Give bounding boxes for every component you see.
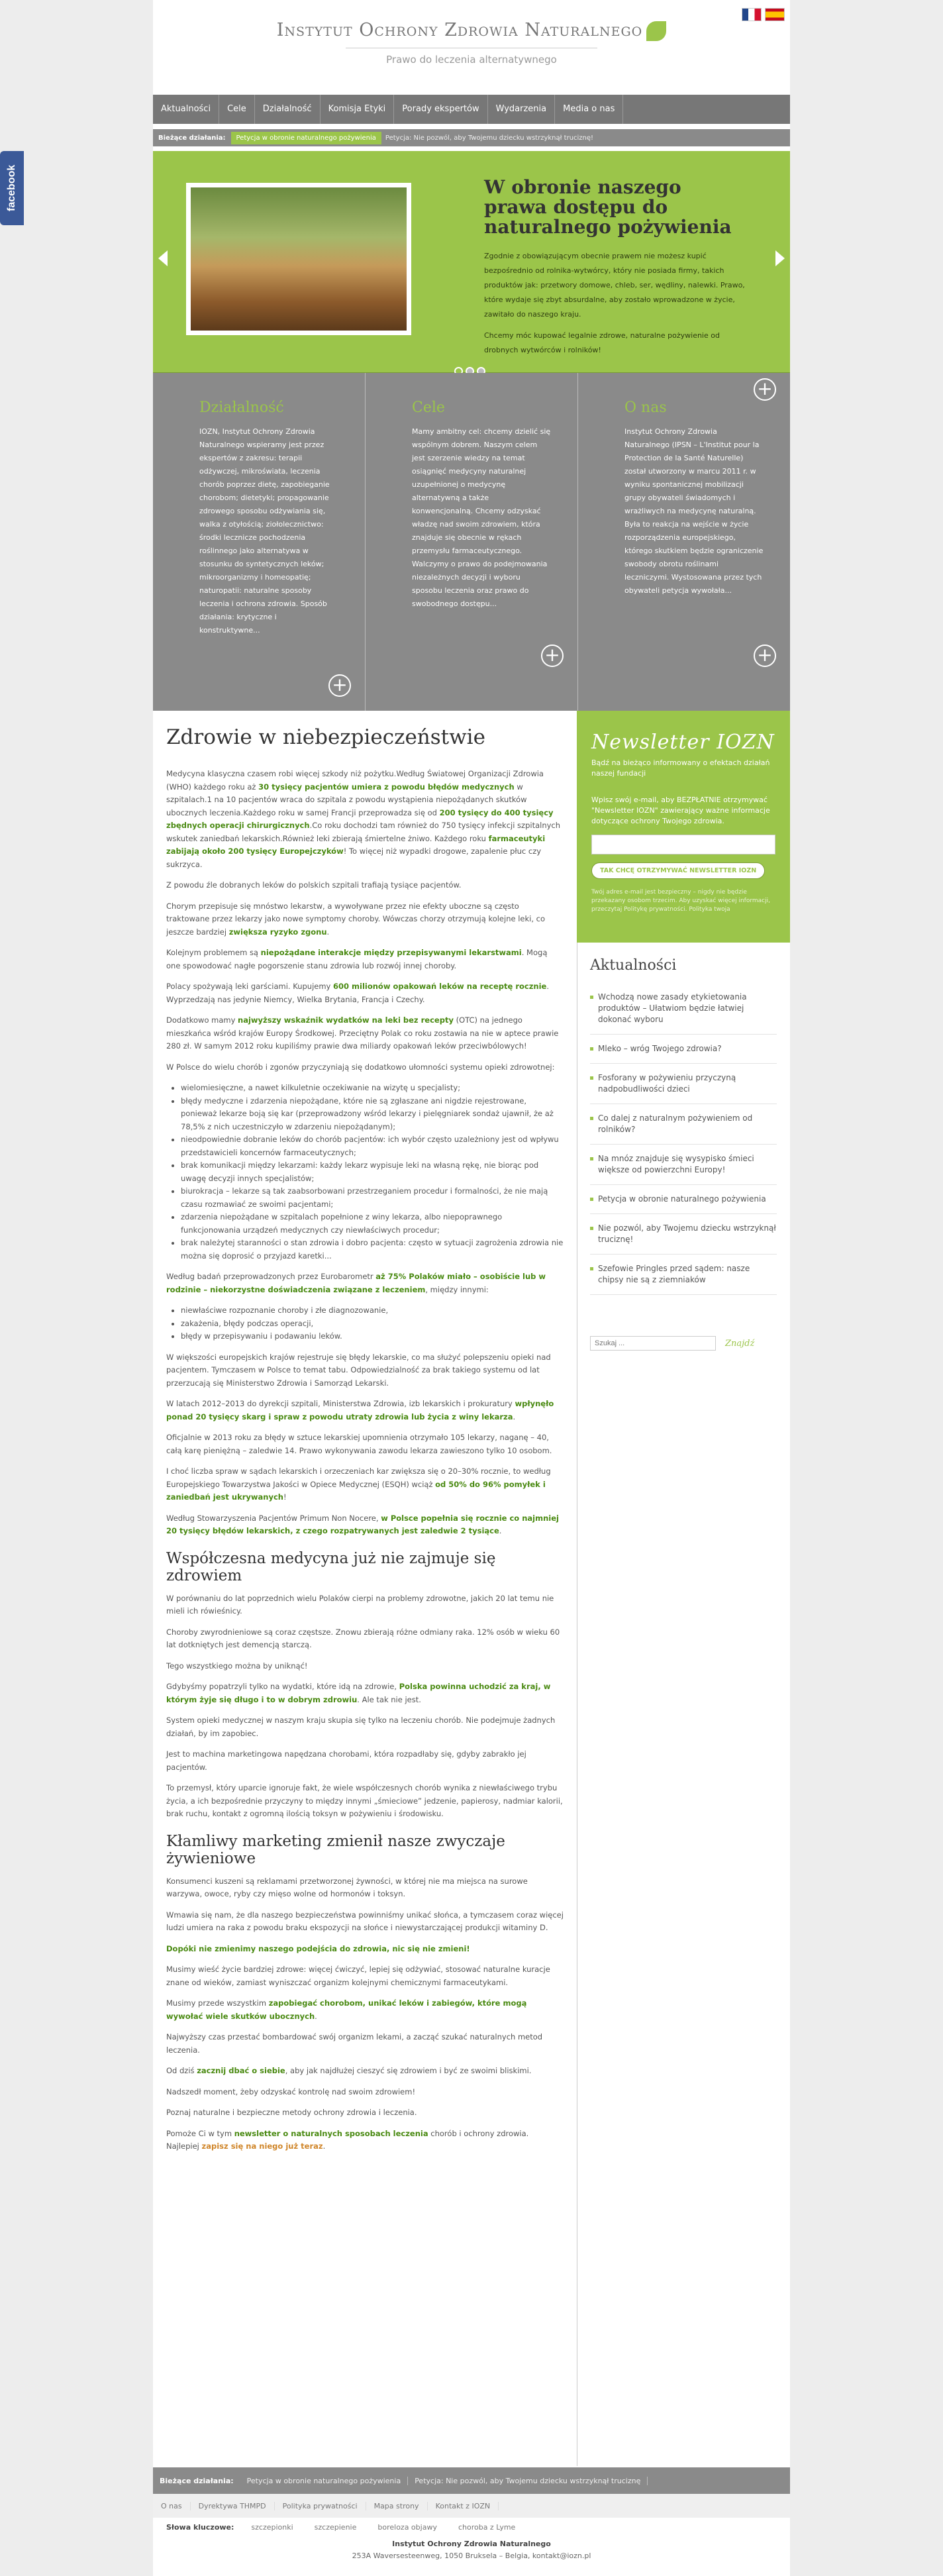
article-paragraph: Według badań przeprowadzonych przez Eurobarometr aż 75% Polaków miało – osobiście lub w rodzinie – niekorzystne doświadczenia związane z leczeniem, między innymi: [166,1272,546,1294]
footer-link[interactable]: O nas [153,2502,191,2510]
article-paragraph: Dopóki nie zmienimy naszego podejścia do zdrowia, nic się nie zmieni! [166,1943,470,1953]
newsletter-lead: Bądź na bieżąco informowany o efektach działań naszej fundacji [591,758,770,778]
article-paragraph: W porównaniu do lat poprzednich wielu Polaków cierpi na problemy zdrowotne, jakich 20 lat temu nie mieli ich rówieśnicy. [166,1593,554,1616]
column-cele [366,373,578,711]
article-paragraph: Polacy spożywają leki garściami. Kupujemy 600 milionów opakowań leków na receptę rocznie. Wyprzedzają nas jedynie Niemcy, Wielka Brytania, Francja i Czechy. [166,982,550,1004]
article-paragraph: Musimy przede wszystkim zapobiegać chorobom, unikać leków i zabiegów, które mogą wywołać wiele skutków ubocznych. [166,1998,527,2021]
article-paragraph: Musimy wieść życie bardziej zdrowe: więcej ćwiczyć, lepiej się odżywiać, stosować naturalne kuracje znane od wieków, zamiast wyniszczać organizm kolejnymi chemicznymi farmaceutykami. [166,1965,550,1987]
footer-org: Instytut Ochrony Zdrowia Naturalnego [392,2540,551,2548]
footer-actions-label: Bieżące działania: [160,2476,234,2485]
article-paragraph: Chorym przepisuje się mnóstwo lekarstw, a wywoływane przez nie efekty uboczne są często traktowane przez lekarzy jako nowe symptomy choroby. Wówczas chorzy otrzymują kolejne leki, co jeszcze bardziej zwiększa ryzyko zgonu. [166,901,546,937]
site-title: Instytut Ochrony Zdrowia Naturalnego [276,20,643,40]
news-item[interactable]: Wchodzą nowe zasady etykietowania produktów – Ułatwiom będzie łatwiej dokonać wyboru [590,983,777,1035]
slider-next-icon[interactable] [775,250,785,266]
footer-address-text: 253A Waversesteenweg, 1050 Bruksela – Belgia, kontakt@iozn.pl [352,2551,591,2560]
footer-link[interactable]: Polityka prywatności [275,2502,366,2510]
footer-link[interactable]: Dyrektywa THMPD [191,2502,275,2510]
column-title[interactable]: Działalność [199,399,284,416]
keyword-link[interactable]: szczepienie [314,2522,357,2532]
news-item[interactable]: Szefowie Pringles przed sądem: nasze chipsy nie są z ziemniaków [590,1255,777,1295]
list-item: • brak należytej staranności o stan zdrowia i dobro pacjenta: często w sytuacji zagrożenia zdrowia nie można się doprosić o przyjazd karetki... [181,1237,564,1262]
plus-icon[interactable]: + [754,644,776,667]
leaf-icon [646,21,666,41]
slide-paragraph: Zgodnie z obowiązującym obecnie prawem nie możesz kupić bezpośrednio od rolnika-wytwórcy, który nie posiada firmy, takich produktów jak: przetwory domowe, chleb, ser, wędliny, nalewki. Prawo, które wydaje się zbyt absurdalne, aby zostało wprowadzone w życie, zawitało do naszego kraju. [484,252,745,319]
news-box [577,943,790,1310]
news-item[interactable]: Co dalej z naturalnym pożywieniem od rolników? [590,1104,777,1145]
article-paragraph: Od dziś zacznij dbać o siebie, aby jak najdłużej cieszyć się zdrowiem i być ze swoimi bliskimi. [166,2066,532,2075]
current-action-link[interactable]: Petycja: Nie pozwól, aby Twojemu dziecku wstrzyknął truciznę! [385,134,594,142]
article-paragraph: Poznaj naturalne i bezpieczne metody ochrony zdrowia i leczenia. [166,2108,417,2117]
article-paragraph: System opieki medycznej w naszym kraju skupia się tylko na leczeniu chorób. Nie podejmuje żadnych działań, by im zapobiec. [166,1716,556,1738]
newsletter-box [577,711,790,943]
footer-keywords [153,2519,790,2535]
list-item: • brak komunikacji między lekarzami: każdy lekarz wypisuje leki na własną rękę, nie biorąc pod uwagę decyzji innych specjalistów; [181,1159,564,1185]
keyword-link[interactable]: boreloza objawy [377,2522,437,2532]
slide-title[interactable]: W obronie naszego prawa dostępu do naturalnego pożywienia [484,176,732,238]
facebook-label: facebook [6,164,17,212]
article-paragraph: Oficjalnie w 2013 roku za błędy w sztuce lekarskiej upomnienia otrzymało 105 lekarzy, naganę – 40, całą karę pieniężną – zaledwie 14. Prawo wykonywania zawodu lekarza zawieszono tylko 10 osobom. [166,1433,552,1455]
article-paragraph: Według Stowarzyszenia Pacjentów Primum Non Nocere, w Polsce popełnia się rocznie co najmniej 20 tysięcy błędów lekarskich, z czego rozpatrywanych jest zaledwie 2 tysiące. [166,1513,559,1535]
column-title[interactable]: O nas [624,399,667,416]
news-list [590,983,777,1295]
flag-spain-icon[interactable] [765,8,785,21]
newsletter-title: Newsletter IOZN [591,731,775,754]
nav-komisja-etyki[interactable]: Komisja Etyki [321,95,395,124]
keywords-label: Słowa kluczowe: [166,2522,234,2532]
main-article [166,725,564,2161]
newsletter-privacy-note: Twój adres e-mail jest bezpieczny – nigdy nie będzie przekazany osobom trzecim. Aby uzyskać więcej informacji, przeczytaj Politykę prywatności. Polityka twoja [591,889,770,913]
footer-link[interactable]: Mapa strony [366,2502,428,2510]
nav-porady-ekspertow[interactable]: Porady ekspertów [394,95,487,124]
facebook-tab[interactable] [0,151,24,225]
list-item: • zdarzenia niepożądane w szpitalach popełnione z winy lekarza, albo niepoprawnego funkcjonowania urządzeń medycznych czy niewłaściwych procedur; [181,1211,564,1237]
nav-aktualnosci[interactable]: Aktualności [153,95,219,124]
article-paragraph: W latach 2012–2013 do dyrekcji szpitali, Ministerstwa Zdrowia, izb lekarskich i prokuratury wpłynęło ponad 20 tysięcy skarg i spraw z powodu utraty zdrowia lub życia z winy lekarza. [166,1399,554,1421]
plus-icon[interactable]: + [541,644,564,667]
current-actions-bar [153,129,790,146]
current-actions-label: Bieżące działania: [158,134,226,142]
newsletter-submit-button[interactable]: TAK CHCĘ OTRZYMYWAĆ NEWSLETTER IOZN [591,862,765,879]
article-paragraph: Najwyższy czas przestać bombardować swój organizm lekami, a zacząć szukać naturalnych metod leczenia. [166,2032,543,2055]
current-action-link[interactable]: Petycja w obronie naturalnego pożywienia [231,132,381,144]
page-wrapper [153,0,790,2576]
article-paragraph: W większości europejskich krajów rejestruje się błędy lekarskie, co ma służyć polepszeniu opieki nad pacjentem. Tymczasem w Polsce to temat tabu. Odpowiedzialność za brak takiego systemu od lat przerzucają się Ministerstwo Zdrowia i Samorząd Lekarski. [166,1352,551,1388]
search-form [590,1336,777,1351]
footer-actions-bar [153,2467,790,2494]
footer-link[interactable]: Kontakt z IOZN [428,2502,499,2510]
info-columns [153,373,790,711]
article-paragraph: Konsumenci kuszeni są reklamami przetworzonej żywności, w której nie ma miejsca na surowe warzywa, owoce, ryby czy mięso wolne od hormonów i toksyn. [166,1876,528,1898]
article-paragraph: Medycyna klasyczna czasem robi więcej szkody niż pożytku.Według Światowej Organizacji Zdrowia (WHO) każdego roku aż 30 tysięcy pacjentów umiera z powodu błędów medycznych w szpitalach.1 na 10 pacjentów wraca do szpitala z powodu wystąpienia niepożądanych skutków ubocznych leczenia.Każdego roku w samej Francji przeprowadza się od 200 tysięcy do 400 tysięcy zbędnych operacji chirurgicznych.Co roku dochodzi tam również do 750 tysięcy infekcji szpitalnych wskutek zaniedbań lekarskich.Również leki zbierają śmiertelne żniwo. Każdego roku farmaceutyki zabijają około 200 tysięcy Europejczyków! To więcej niż wypadki drogowe, zapalenie płuc czy sukrzyca. [166,769,561,869]
article-paragraph: I choć liczba spraw w sądach lekarskich i orzeczeniach kar zwiększa się o 20–30% rocznie, to według Europejskiego Towarzystwa Jakości w Opiece Medycznej (ESQH) wciąż od 50% do 96% pomyłek i zaniedbań jest ukrywanych! [166,1467,551,1502]
keyword-link[interactable]: szczepionki [251,2522,293,2532]
site-subtitle: Prawo do leczenia alternatywnego [386,53,557,66]
newsletter-text: Wpisz swój e-mail, aby BEZPŁATNIE otrzymywać "Newsletter IOZN" zawierający ważne informacje dotyczące ochrony Twojego zdrowia. [591,796,770,825]
column-text: Instytut Ochrony Zdrowia Naturalnego (IPSN – L'Institut pour la Protection de la Santé Naturelle) został utworzony w marcu 2011 r. w wyniku spontanicznej mobilizacji grupy obywateli świadomych i wrażliwych na medycynę naturalną. Była to reakcja na wejście w życie rozporządzenia europejskiego, którego skutkiem będzie ograniczenie swobody obrotu roślinami leczniczymi. Wystosowana przez tych obywateli petycja wywołała... [624,427,764,595]
experiences-list [181,1304,564,1343]
search-input[interactable] [590,1336,716,1351]
column-title[interactable]: Cele [412,399,445,416]
list-item: • zakażenia, błędy podczas operacji, [181,1317,564,1331]
footer-links [153,2494,790,2518]
footer-action-link[interactable]: Petycja: Nie pozwól, aby Twojemu dziecku wstrzyknął truciznę [408,2477,648,2485]
slide-image [186,183,411,335]
article-paragraph: To przemysł, który uparcie ignoruje fakt, że wiele współczesnych chorób wynika z niewłaściwego trybu życia, a ich bezpośrednie przyczyny to między innymi „śmieciowe” jedzenie, papierosy, nadmiar kalorii, brak ruchu, kontakt z ogromną ilością toksyn w pożywieniu i środowisku. [166,1783,563,1818]
slide-text [484,249,756,364]
article-paragraph: Jest to machina marketingowa napędzana chorobami, która rozpadłaby się, gdyby zabrakło jej pacjentów. [166,1749,526,1772]
news-item[interactable]: Mleko – wróg Twojego zdrowia? [590,1035,777,1064]
nav-cele[interactable]: Cele [219,95,255,124]
problems-list [181,1082,564,1262]
site-logo[interactable] [153,20,790,66]
slide-paragraph: Chcemy móc kupować legalnie zdrowe, naturalne pożywienie od drobnych wytwórców i rolników! [484,331,720,354]
news-item[interactable]: Petycja w obronie naturalnego pożywienia [590,1185,777,1214]
language-switcher [742,8,785,21]
sidebar [577,711,790,1377]
article-paragraph: Kolejnym problemem są niepożądane interakcje między przepisywanymi lekarstwami. Mogą one spowodować nagłe pogorszenie stanu zdrowia lub rozwój innej choroby. [166,948,548,970]
search-button[interactable]: Znajdź [725,1338,755,1349]
article-paragraph: Tego wszystkiego można by uniknąć! [166,1661,308,1671]
news-item[interactable]: Na mnóz znajduje się wysypisko śmieci większe od powierzchni Europy! [590,1145,777,1185]
news-item[interactable]: Nie pozwól, aby Twojemu dziecku wstrzyknął truciznę! [590,1214,777,1255]
list-item: • wielomiesięczne, a nawet kilkuletnie oczekiwanie na wizytę u specjalisty; [181,1082,564,1095]
slider-prev-icon[interactable] [158,250,168,266]
article-paragraph: Nadszedł moment, żeby odzyskać kontrolę nad swoim zdrowiem! [166,2087,416,2096]
list-item: • błędy medyczne i zdarzenia niepożądane, które nie są zgłaszane ani nigdzie rejestrowane, ponieważ lekarze boją się kar (przeprowadzony wśród lekarzy i pielęgniarek sondaż ujawnił, że aż 78,5% z nich uczestniczyło w zdarzeniu niepożądanym); [181,1095,564,1134]
list-item: • nieodpowiednie dobranie leków do chorób pacjentów: ich wybór często uzależniony jest od wpływu przedstawicieli koncernów farmaceutycznych; [181,1133,564,1159]
footer-address [153,2538,790,2562]
newsletter-email-input[interactable] [591,835,775,854]
nav-dzialalnosc[interactable]: Działalność [255,95,321,124]
flag-france-icon[interactable] [742,8,762,21]
article-subheading: Kłamliwy marketing zmienił nasze zwyczaje żywieniowe [166,1832,505,1867]
footer-action-link[interactable]: Petycja w obronie naturalnego pożywienia [240,2477,409,2485]
subscribe-link[interactable]: zapisz się na niego już teraz [201,2141,323,2151]
article-paragraph: Wmawia się nam, że dla naszego bezpieczeństwa powinniśmy unikać słońca, a tymczasem coraz więcej ludzi umiera na raka z powodu braku ekspozycji na słońce i niewystarczającej produkcji witaminy D. [166,1910,564,1932]
article-subheading: Współczesna medycyna już nie zajmuje się zdrowiem [166,1549,496,1584]
news-item[interactable]: Fosforany w pożywieniu przyczyną nadpobudliwości dzieci [590,1064,777,1104]
keyword-link[interactable]: choroba z Lyme [458,2522,516,2532]
column-o-nas [578,373,790,711]
nav-wydarzenia[interactable]: Wydarzenia [488,95,556,124]
article-paragraph: Choroby zwyrodnieniowe są coraz częstsze. Znowu zbierają różne odmiany raka. 12% osób w wieku 60 lat dotkniętych jest demencją starczą. [166,1627,560,1649]
column-text: IOZN, Instytut Ochrony Zdrowia Naturalnego wspieramy jest przez ekspertów z zakresu: terapii odżywczej, mikroświata, leczenia chorób poprzez dietę, zapobieganie chorobom; dietetyki; propagowanie zdrowego sposobu odżywiania się, walka z otyłością; ziołolecznictwo: środki lecznicze pochodzenia roślinnego jako alternatywa w stosunku do syntetycznych leków; mikroorganizmy i homeopatię; naturopatii: naturalne sposoby leczenia i ochrona zdrowia. Sposób działania: krytyczne i konstruktywne... [199,427,330,635]
article-paragraph: Z powodu źle dobranych leków do polskich szpitali trafiają tysiące pacjentów. [166,880,462,890]
hero-slider [153,151,790,373]
list-item: • niewłaściwe rozpoznanie choroby i złe diagnozowanie, [181,1304,564,1317]
plus-icon[interactable]: + [754,378,776,401]
list-item: • błędy w przepisywaniu i podawaniu leków. [181,1330,564,1343]
column-dzialalnosc [153,373,366,711]
list-item: • biurokracja – lekarze są tak zaabsorbowani przestrzeganiem procedur i formalności, że nie mają czasu rozmawiać ze swoimi pacjentami; [181,1185,564,1211]
column-text: Mamy ambitny cel: chcemy dzielić się wspólnym dobrem. Naszym celem jest szerzenie wiedzy na temat osiągnięć medycyny naturalnej uzupełnionej o medycynę alternatywną a także konwencjonalną. Chcemy odzyskać władzę nad swoim zdrowiem, która znajduje się obecnie w rękach przemysłu farmaceutycznego. Walczymy o prawo do podejmowania niezależnych decyzji i wyboru sposobu leczenia oraz prawo do swobodnego dostępu... [412,427,551,608]
article-paragraph: Pomoże Ci w tym newsletter o naturalnych sposobach leczenia chorób i ochrony zdrowia. Najlepiej zapisz się na niego już teraz. [166,2128,529,2151]
article-title: Zdrowie w niebezpieczeństwie [166,725,485,749]
nav-media-o-nas[interactable]: Media o nas [555,95,623,124]
article-paragraph: Gdybyśmy popatrzyli tylko na wydatki, które idą na zdrowie, Polska powinna uchodzić za kraj, w którym żyje się długo i to w dobrym zdrowiu. Ale tak nie jest. [166,1682,551,1704]
news-title: Aktualności [590,957,677,974]
main-nav [153,95,790,124]
article-paragraph: W Polsce do wielu chorób i zgonów przyczyniają się dodatkowo ułomności systemu opieki zdrowotnej: [166,1062,555,1072]
plus-icon[interactable]: + [328,674,351,697]
article-paragraph: Dodatkowo mamy najwyższy wskaźnik wydatków na leki bez recepty (OTC) na jednego mieszkańca wśród krajów Europy Środkowej. Przeciętny Polak co roku zostawia na nie w aptece prawie 280 zł. W samym 2012 roku kupiliśmy prawie dwa miliardy opakowań leków przeciwbólowych! [166,1015,559,1051]
newsletter-link[interactable]: newsletter o naturalnych sposobach leczenia [234,2128,428,2138]
